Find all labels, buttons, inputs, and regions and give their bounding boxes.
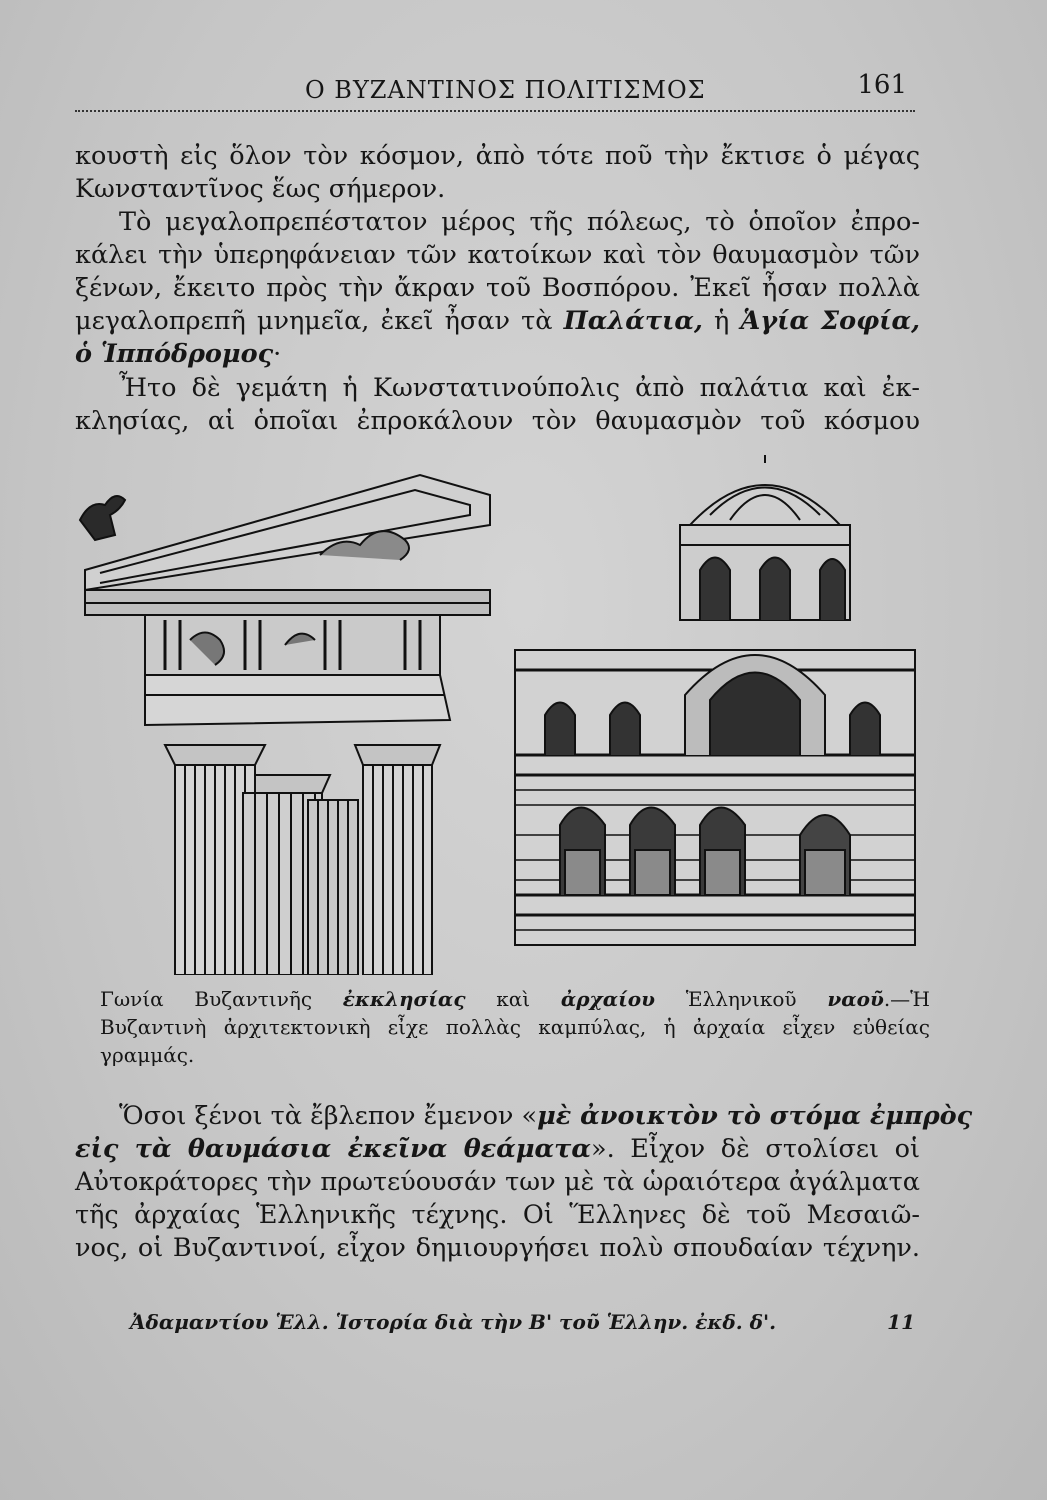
text-line: Ἦτο δὲ γεμάτη ἡ Κωνστατινούπολις ἀπὸ παλάτια καὶ ἐκ- bbox=[119, 373, 920, 403]
signature-number: 11 bbox=[887, 1310, 915, 1334]
text-line bbox=[75, 1133, 920, 1166]
text-segment: ἡ bbox=[702, 306, 741, 336]
text-line: κάλει τὴν ὑπερηφάνειαν τῶν κατοίκων καὶ τὸν θαυμασμὸν τῶν bbox=[75, 240, 920, 270]
text-segment: ἀρχαίου bbox=[560, 987, 655, 1011]
caption-line: Βυζαντινὴ ἀρχιτεκτονικὴ εἶχε πολλὰς καμπύλας, ἡ ἀρχαία εἶχεν εὐθείας bbox=[100, 1015, 930, 1039]
page-footer bbox=[130, 1310, 915, 1334]
text-segment: ». Εἶχον δὲ στολίσει οἱ bbox=[590, 1134, 920, 1164]
text-segment: ναοῦ bbox=[827, 987, 884, 1011]
architecture-illustration bbox=[70, 455, 930, 975]
figure-caption bbox=[100, 985, 930, 1069]
text-line: Τὸ μεγαλοπρεπέστατον μέρος τῆς πόλεως, τὸ ὁποῖον ἐπρο- bbox=[119, 207, 920, 237]
palatia-term: Παλάτια, bbox=[563, 306, 703, 336]
text-line: κλησίας, αἱ ὁποῖαι ἐπροκάλουν τὸν θαυμασμὸν τοῦ κόσμου bbox=[75, 406, 920, 436]
text-segment: ἐκκλησίας bbox=[342, 987, 466, 1011]
paragraph-3 bbox=[75, 372, 920, 438]
quote-segment: εἰς τὰ θαυμάσια ἐκεῖνα θεάματα bbox=[75, 1134, 591, 1164]
text-segment: · bbox=[273, 339, 282, 369]
text-line: τῆς ἀρχαίας Ἑλληνικῆς τέχνης. Οἱ Ἕλληνες δὲ τοῦ Μεσαιῶ- bbox=[75, 1200, 920, 1230]
text-segment: Ἑλληνικοῦ bbox=[654, 987, 828, 1011]
caption-line bbox=[100, 985, 930, 1013]
text-segment: .—Ἡ bbox=[883, 987, 931, 1011]
text-line bbox=[75, 1100, 973, 1133]
hippodrome-term: ὁ Ἱππόδρομος bbox=[75, 339, 274, 369]
greek-temple-drawing bbox=[80, 475, 490, 975]
text-line: κουστὴ εἰς ὅλον τὸν κόσμον, ἀπὸ τότε ποῦ τὴν ἔκτισε ὁ μέγας bbox=[75, 141, 920, 171]
paragraph-1 bbox=[75, 140, 920, 206]
agia-sofia-term: Ἁγία Σοφία, bbox=[740, 306, 920, 336]
quote-segment: μὲ ἀνοικτὸν τὸ στόμα ἐμπρὸς bbox=[537, 1101, 973, 1131]
page-number: 161 bbox=[857, 70, 907, 100]
byzantine-church-drawing bbox=[515, 455, 915, 945]
header-rule bbox=[75, 110, 915, 112]
text-segment: καὶ bbox=[465, 987, 561, 1011]
column bbox=[363, 765, 432, 975]
text-line: Κωνσταντῖνος ἕως σήμερον. bbox=[75, 174, 446, 204]
paragraph-2 bbox=[75, 206, 920, 371]
page-header bbox=[75, 70, 915, 110]
illustration-svg bbox=[70, 455, 930, 975]
text-line bbox=[75, 338, 920, 371]
column bbox=[308, 800, 358, 975]
text-line: νος, οἱ Βυζαντινοί, εἶχον δημιουργήσει πολὺ σπουδαίαν τέχνην. bbox=[75, 1233, 920, 1263]
text-line bbox=[75, 305, 920, 338]
paragraph-4 bbox=[75, 1100, 973, 1265]
text-line: ξένων, ἔκειτο πρὸς τὴν ἄκραν τοῦ Βοσπόρου. Ἐκεῖ ἦσαν πολλὰ bbox=[75, 273, 920, 303]
text-segment: μεγαλοπρεπῆ μνημεῖα, ἐκεῖ ἦσαν τὰ bbox=[75, 306, 564, 336]
caption-line: γραμμάς. bbox=[100, 1043, 195, 1067]
text-segment: Γωνία Βυζαντινῆς bbox=[100, 987, 343, 1011]
text-line: Αὐτοκράτορες τὴν πρωτεύουσάν των μὲ τὰ ὡραιότερα ἀγάλματα bbox=[75, 1167, 920, 1197]
running-title: Ο ΒΥΖΑΝΤΙΝΟΣ ΠΟΛΙΤΙΣΜΟΣ bbox=[305, 76, 706, 104]
text-segment: Ὅσοι ξένοι τὰ ἔβλεπον ἔμενον « bbox=[119, 1101, 538, 1131]
footer-text: Ἀδαμαντίου Ἑλλ. Ἱστορία διὰ τὴν Β' τοῦ Ἑλλην. ἐκδ. δ'. bbox=[130, 1310, 777, 1334]
